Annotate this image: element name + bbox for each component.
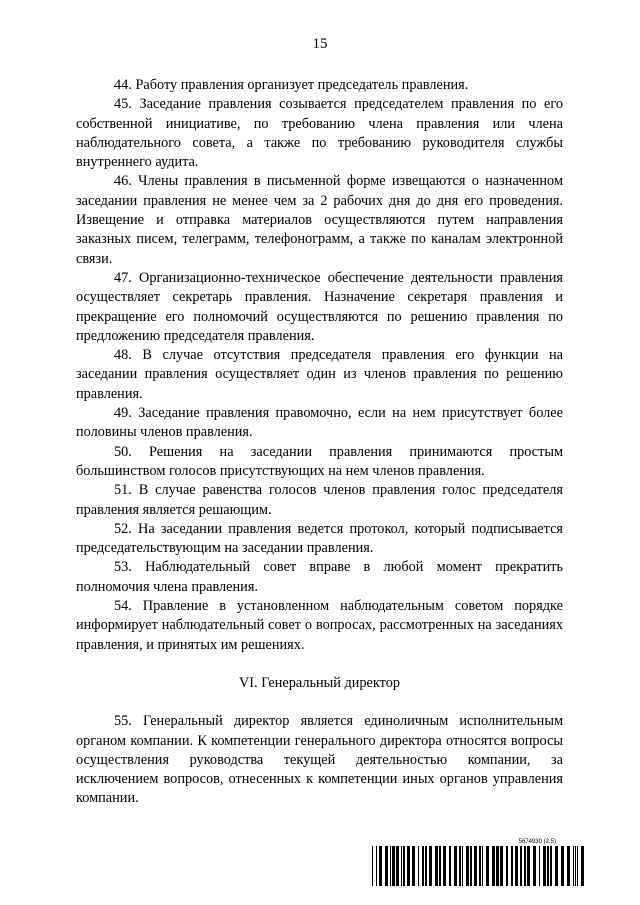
paragraph-52: 52. На заседании правления ведется протокол, который подписывается председательствующим на заседании правления. — [76, 520, 563, 557]
paragraph-54: 54. Правление в установленном наблюдательным советом порядке информирует наблюдательный совет о вопросах, рассмотренных на заседаниях правления, и принятых им решениях. — [76, 598, 563, 653]
paragraph-46: 46. Члены правления в письменной форме извещаются о назначенном заседании правления не менее чем за 2 рабочих дня до дня его проведения. Извещение и отправка материалов осуществляются путем направления заказных писем, телеграмм, телефонограмм, а также по каналам электронной связи. — [76, 173, 563, 267]
paragraph-47: 47. Организационно-техническое обеспечение деятельности правления осуществляет секретарь правления. Назначение секретаря правления и прекращение его полномочий осуществляются по решению правления по предложению председателя правления. — [76, 269, 563, 344]
page-number: 15 — [312, 36, 328, 52]
paragraph-44: 44. Работу правления организует председатель правления. — [114, 77, 469, 93]
paragraph-49: 49. Заседание правления правомочно, если на нем присутствует более половины членов правления. — [76, 405, 563, 441]
paragraph-51: 51. В случае равенства голосов членов правления голос председателя правления является решающим. — [76, 482, 563, 518]
section-heading: VI. Генеральный директор — [238, 674, 401, 691]
barcode-label: 5674930 (2.5) — [518, 839, 556, 845]
paragraph-50: 50. Решения на заседании правления принимаются простым большинством голосов присутствующих на нем членов правления. — [76, 443, 563, 479]
paragraph-53: 53. Наблюдательный совет вправе в любой момент прекратить полномочия члена правления. — [76, 559, 563, 595]
paragraph-45: 45. Заседание правления созывается председателем правления по его собственной инициативе, по требованию члена правления или члена наблюдательного совета, а также по требованию руководителя службы внутреннего аудита. — [76, 96, 563, 171]
barcode-icon — [372, 846, 586, 886]
barcode-block — [372, 838, 586, 886]
paragraph-55: 55. Генеральный директор является единоличным исполнительным органом компании. К компетенции генерального директора относятся вопросы осуществления руководства текущей деятельностью компании, за исключением вопросов, отнесенных к компетенции иных органов управления компании. — [76, 713, 563, 807]
paragraph-48: 48. В случае отсутствия председателя правления его функции на заседании правления осуществляет один из членов правления по решению правления. — [76, 347, 563, 402]
document-body — [76, 76, 563, 809]
section-spacer — [76, 693, 563, 712]
